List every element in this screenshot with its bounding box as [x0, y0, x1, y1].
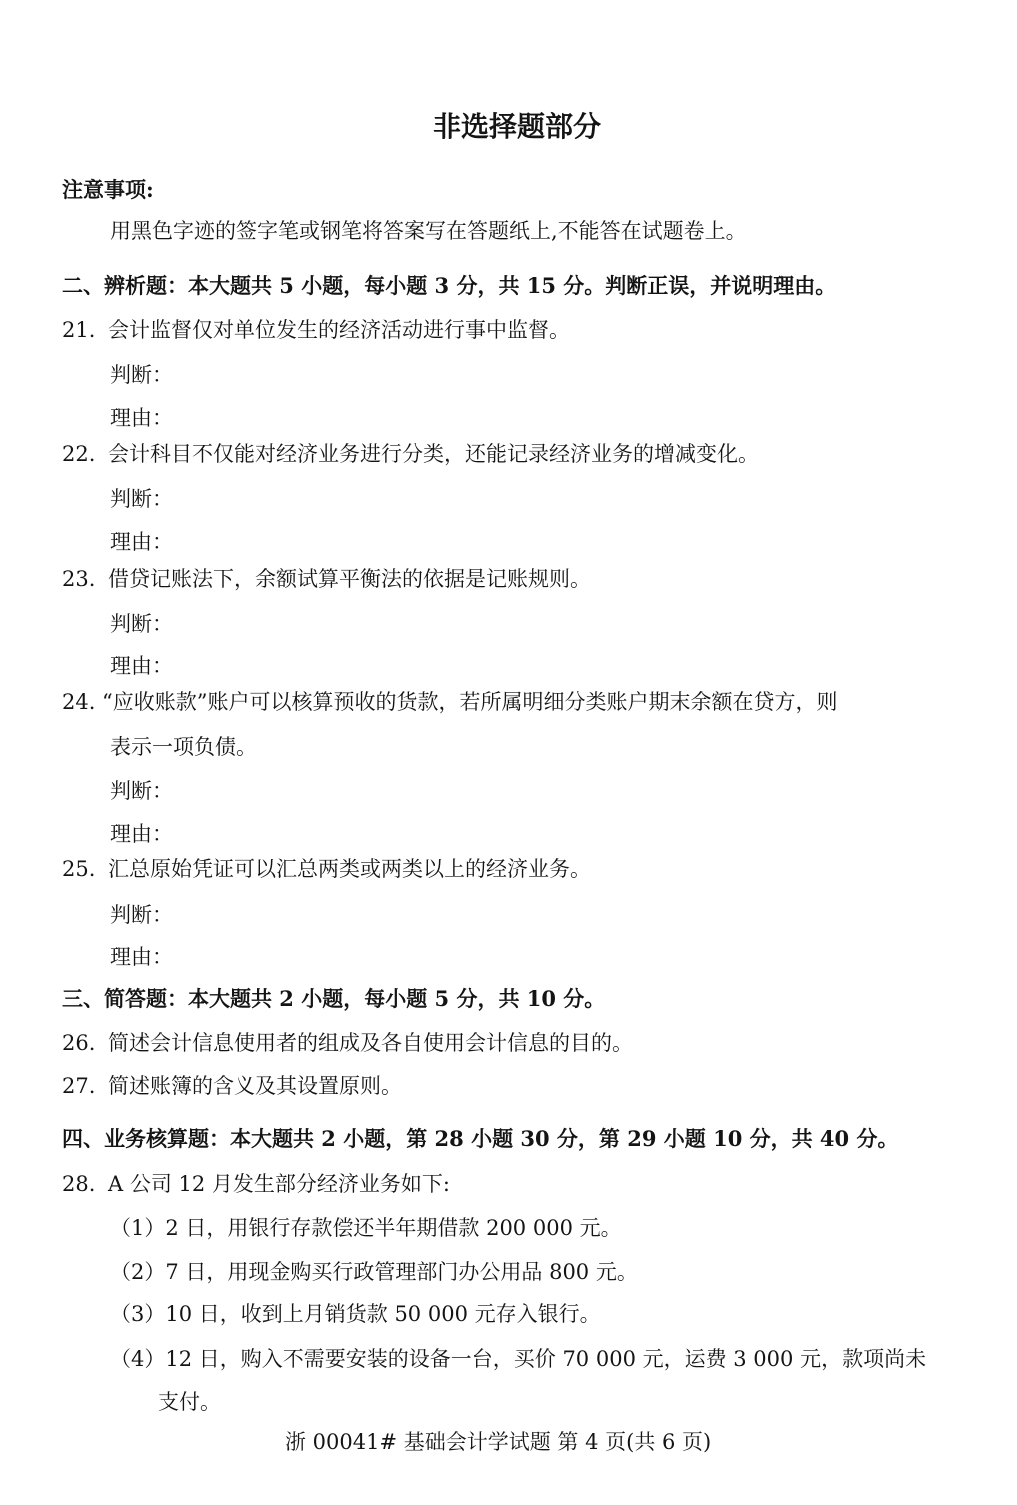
question-continuation: 表示一项负债。: [110, 735, 257, 759]
sub-item: [110, 1300, 601, 1328]
reason-label: 理由：: [110, 945, 173, 969]
notice-text: 用黑色字迹的签字笔或钢笔将答案写在答题纸上,不能答在试题卷上。: [110, 219, 747, 243]
question-number: 24.: [62, 690, 96, 714]
question-text: A 公司 12 月发生部分经济业务如下:: [108, 1172, 450, 1196]
question-number: 26.: [62, 1031, 96, 1055]
sub-item-text: 7 日，用现金购买行政管理部门办公用品 800 元。: [165, 1260, 638, 1284]
question-line: [62, 1029, 633, 1057]
sub-item-label: （2）: [110, 1260, 166, 1284]
section-header: 四、业务核算题：本大题共 2 小题，第 28 小题 30 分，第 29 小题 10 分，共 40 分。: [62, 1126, 899, 1151]
reason-label: 理由：: [110, 654, 173, 678]
section-header: 二、辨析题：本大题共 5 小题，每小题 3 分，共 15 分。判断正误，并说明理由。: [62, 273, 837, 298]
judge-label: 判断：: [110, 903, 173, 927]
question-text: 借贷记账法下，余额试算平衡法的依据是记账规则。: [108, 567, 591, 591]
question-text: 简述账簿的含义及其设置原则。: [108, 1074, 402, 1098]
question-number: 27.: [62, 1074, 96, 1098]
sub-item-label: （4）: [110, 1347, 166, 1371]
question-text: 简述会计信息使用者的组成及各自使用会计信息的目的。: [108, 1031, 633, 1055]
question-line: [62, 855, 591, 883]
page-title: 非选择题部分: [433, 110, 602, 143]
reason-label: 理由：: [110, 530, 173, 554]
judge-label: 判断：: [110, 363, 173, 387]
judge-label: 判断：: [110, 779, 173, 803]
sub-item-continuation: 支付。: [158, 1390, 221, 1414]
question-number: 21.: [62, 318, 96, 342]
question-text: 汇总原始凭证可以汇总两类或两类以上的经济业务。: [108, 857, 591, 881]
question-number: 25.: [62, 857, 96, 881]
question-text: 会计科目不仅能对经济业务进行分类，还能记录经济业务的增减变化。: [108, 442, 759, 466]
judge-label: 判断：: [110, 487, 173, 511]
sub-item-text: 10 日，收到上月销货款 50 000 元存入银行。: [165, 1302, 601, 1326]
sub-item-text: 12 日，购入不需要安装的设备一台，买价 70 000 元，运费 3 000 元，款项尚未: [165, 1347, 927, 1371]
question-line: [62, 1072, 402, 1100]
question-line: [62, 440, 759, 468]
sub-item: [110, 1345, 926, 1373]
section-header: 三、简答题：本大题共 2 小题，每小题 5 分，共 10 分。: [62, 986, 606, 1011]
reason-label: 理由：: [110, 822, 173, 846]
question-line: [62, 1170, 450, 1198]
question-line: [62, 565, 591, 593]
question-number: 22.: [62, 442, 96, 466]
question-number: 23.: [62, 567, 96, 591]
page-footer: 浙 00041# 基础会计学试题 第 4 页(共 6 页): [285, 1430, 712, 1454]
question-number: 28.: [62, 1172, 96, 1196]
sub-item-text: 2 日，用银行存款偿还半年期借款 200 000 元。: [165, 1216, 622, 1240]
question-line: [62, 316, 570, 344]
sub-item: [110, 1258, 638, 1286]
sub-item-label: （1）: [110, 1216, 166, 1240]
notice-heading: 注意事项:: [62, 177, 154, 202]
question-line: [62, 688, 837, 716]
judge-label: 判断：: [110, 612, 173, 636]
question-text: “应收账款”账户可以核算预收的货款，若所属明细分类账户期末余额在贷方，则: [102, 690, 838, 714]
sub-item-label: （3）: [110, 1302, 166, 1326]
sub-item: [110, 1214, 622, 1242]
reason-label: 理由：: [110, 406, 173, 430]
question-text: 会计监督仅对单位发生的经济活动进行事中监督。: [108, 318, 570, 342]
